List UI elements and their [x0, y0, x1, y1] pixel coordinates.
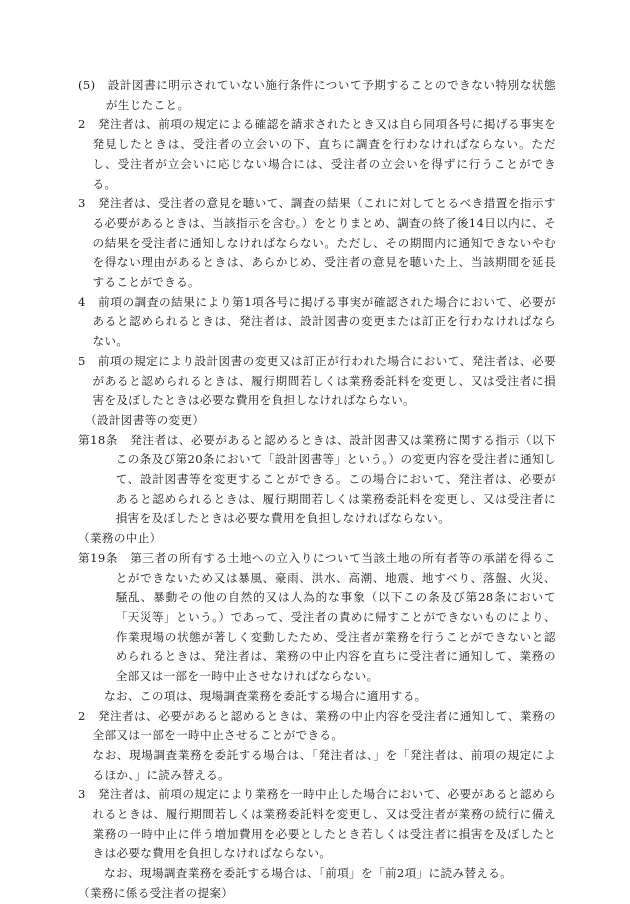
- paragraph-19-3: 3 発注者は、前項の規定により業務を一時中止した場合において、必要があると認められるときは、履行期間若しくは業務委託料を変更し、又は受注者が業務の続行に備え業務の一時中止に伴う増加費用を必要としたとき若しくは受注者に損害を及ぼしたときは必要な費用を負担しなければならない。: [78, 787, 556, 861]
- article-18: 第18条 発注者は、必要があると認めるときは、設計図書又は業務に関する指示（以下この条及び第20条において「設計図書等」という。）の変更内容を受注者に通知して、設計図書等を変更することができる。この場合において、発注者は、必要があると認められるときは、履行期間若しくは業務委託料を変更し、又は受注者に損害を及ぼしたときは必要な費用を負担しなければならない。: [78, 432, 556, 526]
- paragraph-item-3: 3 発注者は、受注者の意見を聴いて、調査の結果（これに対してとるべき措置を指示する必要があるときは、当該指示を含む。）をとりまとめ、調査の終了後14日以内に、その結果を受注者に通知しなければならない。ただし、その期間内に通知できないやむを得ない理由があるときは、あらかじめ、受注者の意見を聴いた上、当該期間を延長することができる。: [78, 196, 556, 290]
- note-article-19-1: なお、この項は、現場調査業務を委託する場合に適用する。: [104, 688, 427, 703]
- paragraph-item-5-revision: 5 前項の規定により設計図書の変更又は訂正が行われた場合において、発注者は、必要があると認められるときは、履行期間若しくは業務委託料を変更し、又は受注者に損害を及ぼしたときは必要な費用を負担しなければならない。: [78, 353, 556, 408]
- article-19: 第19条 第三者の所有する土地への立入りについて当該土地の所有者等の承諾を得ることができないため又は暴風、豪雨、洪水、高潮、地震、地すべり、落盤、火災、騒乱、暴動その他の自然的又は人為的な事象（以下この条及び第28条において「天災等」という。）であって、受注者の責めに帰すことができないものにより、作業現場の状態が著しく変動したため、受注者が業務を行うことができないと認められるときは、発注者は、業務の中止内容を直ちに受注者に通知して、業務の全部又は一部を一時中止させなければならない。: [78, 550, 556, 684]
- section-heading-design-change: （設計図書等の変更）: [84, 412, 205, 427]
- section-heading-suspension: （業務の中止）: [78, 531, 162, 546]
- paragraph-item-5: (5) 設計図書に明示されていない施行条件について予期することのできない特別な状態が生じたこと。: [78, 78, 556, 112]
- section-heading-proposal: （業務に係る受注者の提案）: [78, 885, 234, 900]
- paragraph-item-2: 2 発注者は、前項の規定による確認を請求されたとき又は自ら同項各号に掲げる事実を発見したときは、受注者の立会いの下、直ちに調査を行わなければならない。ただし、受注者が立会いに応じない場合には、受注者の立会いを得ずに行うことができる。: [78, 117, 556, 191]
- document-body: [78, 76, 556, 904]
- paragraph-item-4: 4 前項の調査の結果により第1項各号に掲げる事実が確認された場合において、必要があると認められるときは、発注者は、設計図書の変更または訂正を行わなければならない。: [78, 294, 556, 349]
- note-article-19-2: なお、現場調査業務を委託する場合は、「発注者は、」を「発注者は、前項の規定によるほか、」に読み替える。: [92, 747, 556, 782]
- note-article-19-3: なお、現場調査業務を委託する場合は、「前項」を「前2項」に読み替える。: [104, 866, 513, 881]
- paragraph-19-2: 2 発注者は、必要があると認めるときは、業務の中止内容を受注者に通知して、業務の全部又は一部を一時中止させることができる。: [78, 708, 556, 743]
